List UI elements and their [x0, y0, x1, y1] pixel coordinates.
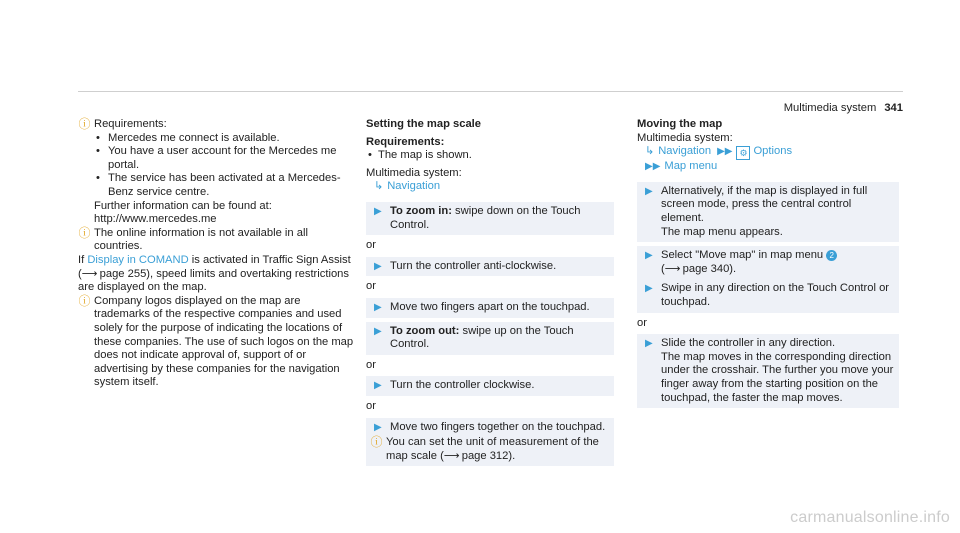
- step-text: Slide the controller in any direction.: [661, 337, 836, 350]
- page-ref-arrow-icon: ⟶: [443, 449, 459, 462]
- navigation-menu-item[interactable]: Navigation: [387, 180, 441, 193]
- online-info-text: The online information is not available in all countries.: [94, 226, 308, 253]
- system-label: Multimedia system:: [366, 166, 462, 179]
- zoom-in-text: swipe down on the Touch Control.: [390, 204, 581, 231]
- step-select-move-map: ▶ Select "Move map" in map menu 2 (⟶ page 340).: [637, 246, 899, 279]
- or-text: or: [366, 399, 376, 412]
- double-chevron-icon: ▶▶: [645, 161, 661, 173]
- requirement-item: • The service has been activated at a Mercedes-Benz service centre.: [78, 172, 356, 199]
- step-fingers-apart: [366, 298, 614, 318]
- info-icon: ⓘ: [78, 117, 91, 131]
- callout-marker: 2: [826, 250, 837, 261]
- menu-path-arrow-icon: ↳: [374, 180, 384, 193]
- step-clockwise: [366, 376, 614, 396]
- nav-path-2: [637, 160, 899, 174]
- step-full-screen: [637, 182, 899, 242]
- info-icon: ⓘ: [370, 435, 383, 450]
- step-anticlockwise: [366, 257, 614, 277]
- step-arrow-icon: ▶: [645, 338, 653, 350]
- page-ref-arrow-icon: ⟶: [81, 267, 97, 280]
- map-menu-item[interactable]: Map menu: [664, 160, 718, 173]
- requirements-label: Requirements:: [94, 118, 167, 130]
- watermark: carmanualsonline.info: [790, 509, 950, 527]
- info-icon: ⓘ: [78, 225, 91, 240]
- requirements-label: Requirements:: [366, 135, 445, 148]
- or-text: or: [366, 239, 376, 252]
- page-ref-arrow-icon: ⟶: [664, 262, 680, 275]
- requirement-item: • You have a user account for the Mercedes me portal.: [78, 145, 356, 172]
- step-text: Swipe in any direction on the Touch Control or touchpad.: [661, 282, 890, 308]
- header-rule: [78, 91, 903, 92]
- step-text: Turn the controller anti-clockwise.: [390, 259, 557, 272]
- step-arrow-icon: ▶: [374, 301, 382, 313]
- requirements-note: [78, 118, 356, 132]
- scale-unit-note: [370, 436, 610, 463]
- step-zoom-out: [366, 322, 614, 355]
- column-1: [78, 118, 356, 390]
- step-arrow-icon: ▶: [374, 205, 382, 217]
- section-heading: Setting the map scale: [366, 118, 482, 130]
- section-heading: Moving the map: [637, 118, 723, 130]
- online-info-note: [78, 227, 356, 254]
- page-ref-text: page 340).: [682, 262, 737, 275]
- page-header: [784, 102, 903, 116]
- page-ref-text: page 312).: [461, 449, 516, 462]
- requirement-item: • Mercedes me connect is available.: [78, 132, 356, 146]
- display-in-comand-paragraph: [78, 254, 356, 295]
- step-fingers-together: [366, 418, 614, 467]
- step-arrow-icon: ▶: [645, 283, 653, 295]
- step-arrow-icon: ▶: [374, 325, 382, 337]
- logos-note-text: Company logos displayed on the map are trademarks of the respective companies and used solely for the purpose of indicating the locations of these companies. The use of such logos on the map does not indicate approval of, support of or advertising by these companies for the navigation system itself.: [94, 294, 354, 389]
- logos-note: [78, 295, 356, 390]
- step-swipe: [637, 279, 899, 312]
- column-3: [637, 118, 899, 408]
- step-slide-controller: [637, 334, 899, 408]
- zoom-out-text: swipe up on the Touch Control.: [390, 324, 574, 351]
- or-text: or: [366, 280, 376, 293]
- page-ref-text: page 255), speed limits and overtaking restrictions are displayed on the map.: [78, 267, 349, 294]
- or-text: or: [637, 316, 647, 329]
- display-in-comand-link[interactable]: Display in COMAND: [87, 253, 189, 266]
- navigation-menu-item[interactable]: Navigation: [658, 145, 712, 158]
- note-text: You can set the unit of measurement of the map scale (: [386, 436, 599, 462]
- step-arrow-icon: ▶: [645, 250, 653, 262]
- if-prefix: If: [78, 253, 85, 266]
- info-icon: ⓘ: [78, 293, 91, 308]
- step-arrow-icon: ▶: [374, 421, 382, 433]
- section-title: Multimedia system: [783, 102, 877, 114]
- step-arrow-icon: ▶: [374, 380, 382, 392]
- column-2: [366, 118, 614, 466]
- zoom-out-label: To zoom out:: [390, 324, 460, 337]
- nav-path: [366, 180, 614, 194]
- requirement-item: • The map is shown.: [366, 149, 614, 163]
- step-text: Move two fingers together on the touchpad.: [390, 420, 606, 433]
- system-label: Multimedia system:: [637, 131, 733, 144]
- step-arrow-icon: ▶: [645, 185, 653, 197]
- page-number: 341: [884, 102, 903, 114]
- zoom-in-label: To zoom in:: [390, 204, 452, 217]
- step-text: Turn the controller clockwise.: [390, 379, 535, 392]
- step-text: Alternatively, if the map is displayed in full screen mode, press the central control element.: [661, 184, 868, 224]
- or-text: or: [366, 358, 376, 371]
- step-text: Select "Move map" in map menu: [661, 249, 824, 262]
- step-result: The map moves in the corresponding direction under the crosshair. The further you move your finger away from the starting position on the touchpad, the faster the map moves.: [661, 350, 894, 404]
- step-arrow-icon: ▶: [374, 260, 382, 272]
- if-text: is activated in Traffic Sign Assist (: [78, 253, 351, 280]
- step-zoom-in: [366, 202, 614, 235]
- menu-path-arrow-icon: ↳: [645, 145, 655, 158]
- step-result: The map menu appears.: [661, 225, 783, 238]
- nav-path: [637, 145, 899, 160]
- gear-icon: ⚙: [736, 146, 750, 160]
- further-info: Further information can be found at: http://www.mercedes.me: [94, 199, 272, 226]
- options-menu-item[interactable]: Options: [753, 145, 793, 158]
- step-text: Move two fingers apart on the touchpad.: [390, 300, 590, 313]
- double-chevron-icon: ▶▶: [717, 146, 733, 158]
